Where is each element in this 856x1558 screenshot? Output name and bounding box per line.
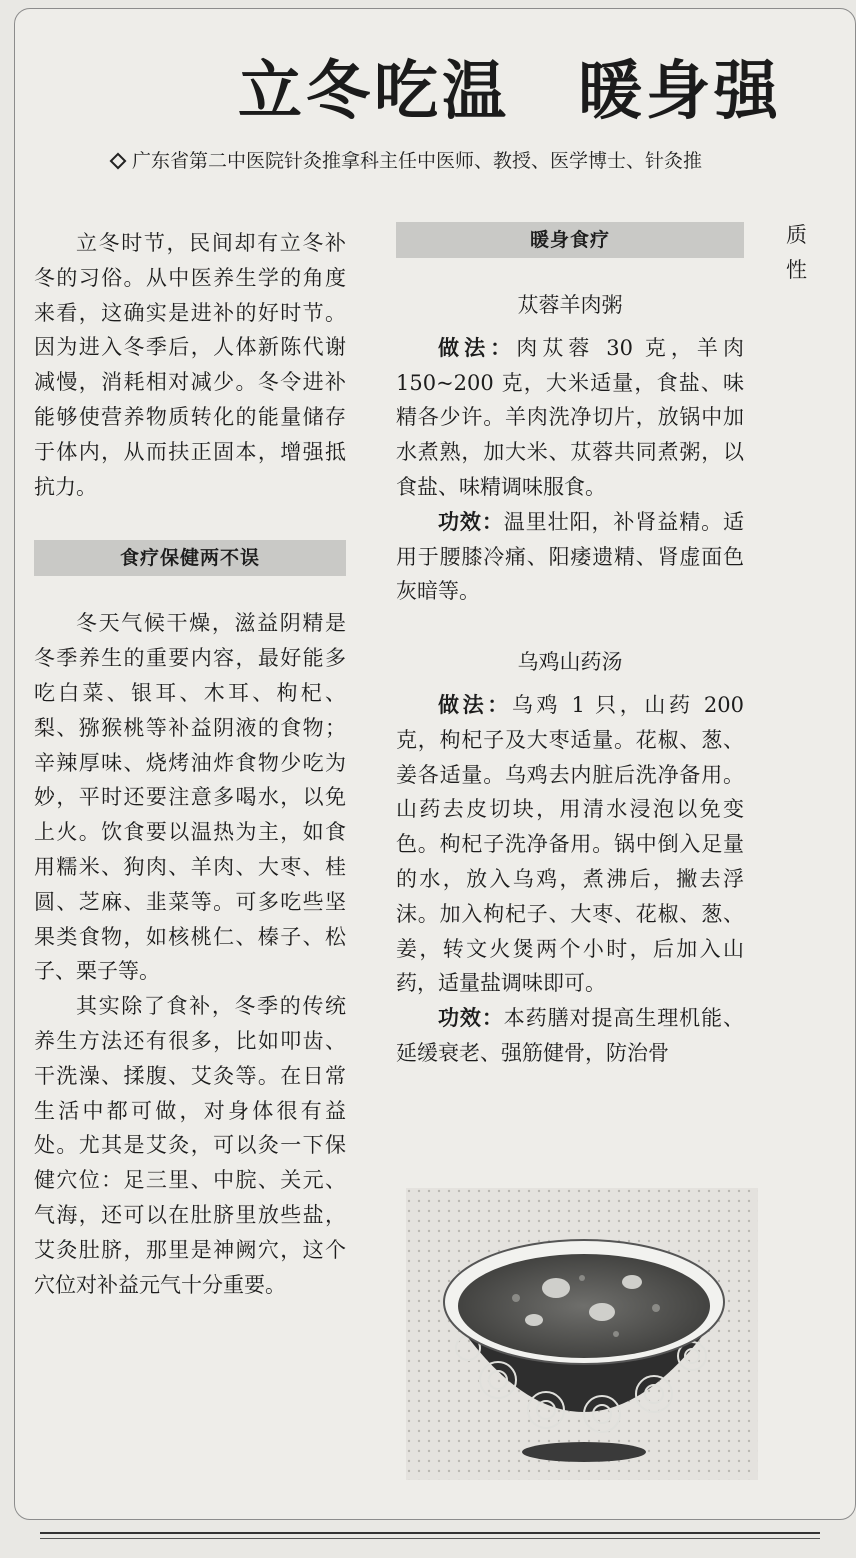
recipe-effect-mutton-porridge — [396, 505, 744, 609]
footer-rule-thin — [40, 1538, 820, 1539]
article-title: 立冬吃温 暖身强 — [238, 55, 782, 129]
diamond-bullet-icon — [110, 152, 127, 169]
soup-bowl-illustration — [406, 1188, 758, 1480]
traditional-methods-paragraph: 其实除了食补，冬季的传统养生方法还有很多，比如叩齿、干洗澡、揉腹、艾灸等。在日常生活中都可做，对身体很有益处。尤其是艾灸，可以灸一下保健穴位：足三里、中脘、关元、气海，还可以在肚脐里放些盐，艾灸肚脐，那里是神阙穴，这个穴位对补益元气十分重要。 — [34, 994, 346, 1297]
recipe-title-chicken-yam-soup: 乌鸡山药汤 — [517, 650, 623, 675]
column-left — [34, 226, 346, 1302]
byline-text: 广东省第二中医院针灸推拿科主任中医师、教授、医学博士、针灸推 — [132, 150, 703, 172]
soup-bowl-photo — [406, 1188, 758, 1480]
diet-paragraph: 冬天气候干燥，滋益阴精是冬季养生的重要内容，最好能多吃白菜、银耳、木耳、枸杞、梨、猕猴桃等补益阴液的食物；辛辣厚味、烧烤油炸食物少吃为妙，平时还要注意多喝水，以免上火。饮食要以温热为主，如食用糯米、狗肉、羊肉、大枣、桂圆、芝麻、韭菜等。可多吃些坚果类食物，如核桃仁、榛子、松子、栗子等。 — [34, 611, 346, 984]
right-column-char: 性 — [786, 257, 807, 282]
section-heading-recipes: 暖身食疗 — [396, 222, 744, 258]
recipe-method-chicken-yam-soup — [396, 688, 744, 1001]
effect-text: 本药膳对提高生理机能、延缓衰老、强筋健骨，防治骨 — [396, 1006, 745, 1065]
effect-label: 功效： — [438, 509, 504, 534]
effect-label: 功效： — [438, 1006, 504, 1031]
recipe-effect-chicken-yam-soup — [396, 1001, 744, 1071]
column-right-cut — [786, 218, 826, 288]
intro-paragraph: 立冬时节，民间却有立冬补冬的习俗。从中医养生学的角度来看，这确实是进补的好时节。因为进入冬季后，人体新陈代谢减慢，消耗相对减少。冬令进补能够使营养物质转化的能量储存于体内，从而扶正固本，增强抵抗力。 — [34, 231, 346, 499]
effect-text: 温里壮阳，补肾益精。适用于腰膝冷痛、阳痿遗精、肾虚面色灰暗等。 — [396, 509, 745, 604]
recipe-title-mutton-porridge: 苁蓉羊肉粥 — [517, 293, 623, 317]
method-text: 乌鸡 1 只，山药 200 克，枸杞子及大枣适量。花椒、葱、姜各适量。乌鸡去内脏后洗净备用。山药去皮切块，用清水浸泡以免变色。枸杞子洗净备用。锅中倒入足量的水，放入乌鸡，煮沸后，撇去浮沫。加入枸杞子、大枣、花椒、葱、姜，转文火煲两个小时，后加入山药，适量盐调味即可。 — [396, 692, 745, 996]
section-heading-diet: 食疗保健两不误 — [34, 540, 346, 576]
author-byline — [108, 146, 702, 173]
footer-rule — [40, 1532, 820, 1534]
recipe-method-mutton-porridge — [396, 331, 744, 505]
column-middle — [396, 222, 744, 1071]
method-label: 做法： — [438, 335, 517, 360]
method-text: 肉苁蓉 30 克，羊肉 150~200 克，大米适量，食盐、味精各少许。羊肉洗净切片，放锅中加水煮熟，加大米、苁蓉共同煮粥，以食盐、味精调味服食。 — [396, 335, 745, 499]
right-column-char: 质 — [786, 223, 807, 247]
method-label: 做法： — [438, 692, 512, 717]
